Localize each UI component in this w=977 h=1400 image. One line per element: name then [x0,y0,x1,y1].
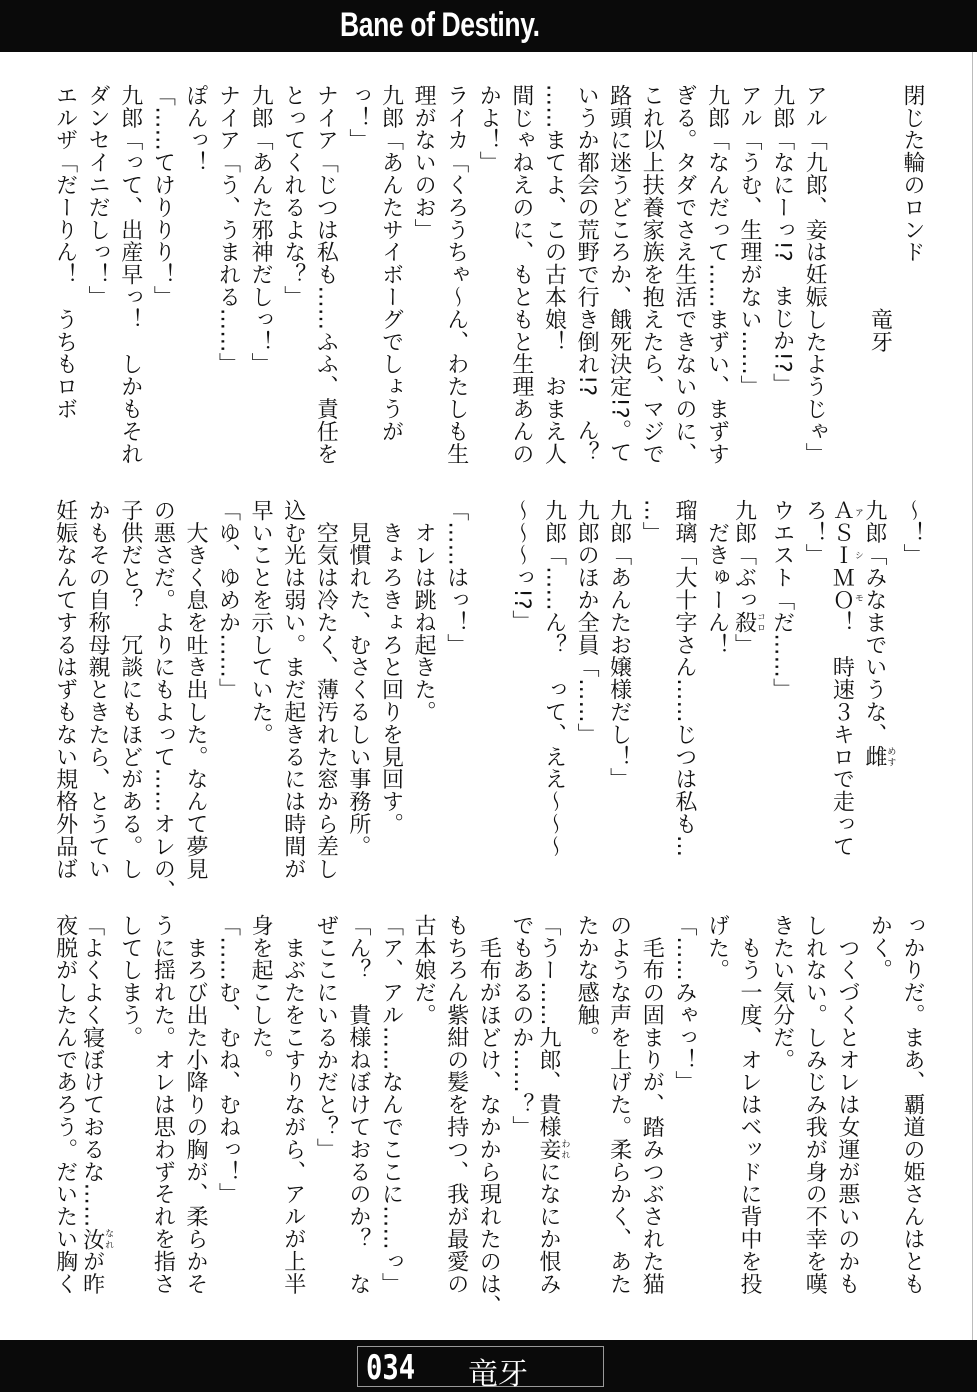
text-column [569,499,602,883]
text-column [211,84,244,468]
text-segment: ……まてよ、この古本娘！ おまえ人 [541,84,567,465]
text-segment: 理がないのお」 [411,84,437,241]
text-segment: ～～～っ!?」 [508,499,534,633]
text-segment: 九郎「……ん？ って、ええ～～～ [541,499,567,858]
text-column [374,84,407,468]
ruby-annotation [79,1227,114,1251]
text-segment: 」 [731,633,757,656]
text-column [374,914,407,1298]
text-segment: 路頭に迷うどころか、餓死決定!?。て [606,84,632,464]
text-column [439,499,472,883]
text-column [895,914,928,1298]
text-segment: ぽんっ！ [182,84,208,174]
text-column [667,499,700,883]
text-column [667,914,700,1298]
text-column [472,914,505,1318]
text-segment: が昨 [79,1250,105,1295]
ruby-reading: コロ [755,611,766,634]
text-column [81,499,114,883]
text-column [146,84,179,468]
text-column [211,499,244,883]
text-segment: かよ！」 [476,84,502,174]
text-segment: ろ！」 [802,499,828,567]
text-column [830,84,863,468]
text-column [113,84,146,468]
text-column [635,84,668,468]
text-column [309,499,342,883]
text-block-top [47,84,928,468]
text-column [178,914,211,1298]
header-bar [0,0,977,52]
text-column [569,84,602,468]
text-column [178,499,211,883]
text-segment: 子供だと？ 冗談にもほどがある。し [117,499,143,880]
text-column [504,84,537,468]
text-segment: 竜牙 [867,308,893,353]
text-segment: 毛布の固まりが、踏みつぶされた猫 [639,914,665,1295]
text-column [602,84,635,468]
text-column [569,914,602,1298]
ruby-reading: われ [559,1138,570,1161]
text-segment: 九郎「みなまでいうな、 [861,499,887,746]
story-author [863,84,896,468]
text-column [81,914,114,1298]
text-segment: まぶたをこすりながら、アルが上半 [280,914,306,1295]
text-segment: ！ 時速３キロで走って [829,611,855,858]
text-segment: 九郎「ぶっ [731,499,757,611]
text-column [732,499,765,883]
text-segment: まろび出た小降りの胸が、柔らかそ [182,914,208,1295]
text-segment: 「ア、アル……なんでここに……っ」 [378,914,404,1295]
ruby-base: 妾 [535,1138,561,1161]
text-segment: げた。 [704,914,730,982]
text-segment: のような声を上げた。柔らかく、あた [606,914,632,1295]
text-column [602,914,635,1298]
text-column [341,914,374,1298]
book-title: Bane of Destiny. [340,6,540,44]
text-column [732,914,765,1298]
text-column [341,499,374,883]
text-column [472,499,505,883]
text-segment: エルザ「だーりん！ うちもロボ [52,84,78,420]
text-column [407,499,440,883]
text-segment: 大きく息を吐き出した。なんて夢見 [182,499,208,880]
text-column [146,914,179,1298]
text-segment: 「……てけりりり！」 [150,84,176,308]
text-column [765,84,798,468]
text-segment: ぜここにいるかだと？」 [313,914,339,1161]
text-segment: かもその自称母親ときたら、とうてい [85,499,111,880]
text-column [537,499,570,883]
text-column [765,914,798,1298]
text-segment: だきゅーん！ [704,499,730,656]
ruby-annotation [861,745,896,768]
text-column [113,914,146,1298]
text-segment: 九郎「あんた邪神だしっ！」 [248,84,274,376]
ruby-annotation [731,611,766,634]
text-column [81,84,114,468]
text-segment: 「ん？ 貴様ねぼけておるのか？ な [345,914,371,1295]
text-column [374,499,407,883]
text-segment: 閉じた輪のロンド [900,84,925,264]
text-column [276,499,309,883]
text-column [602,499,635,883]
text-segment: 身を起こした。 [248,914,274,1071]
text-column [895,499,928,883]
text-segment: でもあるのか……？」 [508,914,534,1138]
text-segment: 「よくよく寝ぼけておるな…… [79,914,105,1228]
text-column [407,84,440,468]
text-segment: ナイア「じつは私も……ふふ、責任を [313,84,339,465]
text-column [439,84,472,468]
text-segment: 九郎「あんたサイボーグでしょうが [378,84,404,443]
text-segment: ウエスト「だ……」 [769,499,795,701]
text-column [439,914,472,1298]
text-column [667,84,700,468]
ruby-reading: なれ [103,1227,114,1250]
text-segment: きたい気分だ。 [769,914,795,1071]
text-column [765,499,798,883]
footer-author: 竜牙 [468,1357,528,1392]
text-column [178,84,211,468]
text-column [635,914,668,1298]
text-segment: 毛布がほどけ、なかから現れたのは、 [476,914,502,1318]
text-segment: とってくれるよな？」 [280,84,306,308]
ruby-base: 殺 [731,611,757,634]
text-column [863,499,896,883]
text-column [504,499,537,883]
text-segment: 「……みゃっ！」 [671,914,697,1094]
text-segment: 「うー……九郎、貴様 [535,914,561,1138]
text-column [244,499,277,883]
ruby-base: 雌 [861,745,887,768]
text-segment: 九郎「なんだって……まずい、まずす [704,84,730,465]
text-column [700,84,733,468]
text-column [276,914,309,1298]
text-segment: いうか都会の荒野で行き倒れ!? ん？ [574,84,600,464]
text-segment: アル「九郎、妾は妊娠したようじゃ」 [802,84,828,465]
text-block-middle [47,499,928,903]
text-segment: アル「うむ、生理がない……」 [737,84,763,398]
text-segment: きょろきょろと回りを見回す。 [378,499,404,835]
text-column [211,914,244,1298]
text-column [309,914,342,1298]
text-column [113,499,146,883]
text-column [537,84,570,468]
text-segment: してしまう。 [117,914,143,1049]
text-segment: つくづくとオレは女運が悪いのかも [834,914,860,1295]
text-segment: 込む光は弱い。まだ起きるには時間が [280,499,306,880]
text-segment: オレは跳ね起きた。 [411,499,437,723]
text-segment: うに揺れた。オレは思わずそれを指さ [150,914,176,1295]
text-segment: ～！」 [900,499,925,567]
text-column [244,914,277,1298]
ruby-reading: めす [885,745,896,768]
text-segment: っかりだ。まあ、覇道の姫さんはとも [900,914,925,1295]
text-column [798,84,831,468]
text-column [276,84,309,468]
text-column [732,84,765,468]
text-segment: っ！」 [345,84,371,152]
text-segment: しれない。しみじみ我が身の不幸を嘆 [802,914,828,1295]
ruby-reading: アシモ [852,499,863,611]
text-segment: 瑠璃「大十字さん……じつは私も… [671,499,697,858]
ruby-base: ＡＳＩＭＯ [829,499,855,611]
text-column [830,914,863,1298]
page-edge-line [972,52,973,1342]
text-column [407,914,440,1298]
text-segment: 見慣れた、むさくるしい事務所。 [345,499,371,858]
text-segment: ダンセイニだしっ！」 [85,84,111,308]
text-segment: ナイア「う、うまれる……」 [215,84,241,376]
text-segment: 早いことを示していた。 [248,499,274,746]
text-segment: もちろん紫紺の髪を持つ、我が最愛の [443,914,469,1295]
text-segment: になにか恨み [535,1160,561,1295]
text-column [700,914,733,1298]
ruby-annotation [535,1138,570,1161]
page-number: 034 [366,1348,416,1388]
text-segment: もう一度、オレはベッドに背中を投 [737,914,763,1295]
text-segment: 古本娘だ。 [411,914,437,1026]
text-segment: ぎる。タダでさえ生活できないのに、 [671,84,697,465]
text-column [48,499,81,883]
footer-bar [0,1340,977,1392]
text-segment: 九郎のほか全員「……」 [574,499,600,746]
text-segment: 「……はっ！」 [443,499,469,656]
text-column [472,84,505,468]
text-segment: 間じゃねえのに、もともと生理あんの [508,84,534,465]
text-segment: の悪さだ。よりにもよって……オレの、 [150,499,176,903]
text-segment: ライカ「くろうちゃ～ん、わたしも生 [443,84,469,465]
text-segment: これ以上扶養家族を抱えたら、マジで [639,84,665,465]
text-segment: 空気は冷たく、薄汚れた窓から差し [313,499,339,880]
text-column [309,84,342,468]
footer-label-box [357,1346,604,1392]
story-title [895,84,928,468]
text-segment: たかな感触。 [574,914,600,1049]
text-segment: …」 [639,499,665,544]
text-segment: 九郎「なにーっ!? まじか!?」 [769,84,795,396]
text-column [798,914,831,1298]
text-column [341,84,374,468]
text-segment: かく。 [867,914,893,982]
ruby-annotation [829,499,863,611]
text-segment: 九郎「って、出産早っ！ しかもそれ [117,84,143,465]
text-column [537,914,570,1298]
text-column [146,499,179,903]
text-column [48,84,81,468]
ruby-base: 汝 [79,1227,105,1251]
text-column [863,914,896,1298]
text-segment: 夜脱がしたんであろう。だいたい胸く [52,914,78,1295]
text-segment: 妊娠なんてするはずもない規格外品ば [52,499,78,880]
text-block-bottom [47,914,928,1318]
text-segment: 「ゆ、ゆめか……」 [215,499,241,701]
text-column [244,84,277,468]
text-column [635,499,668,883]
text-segment: 九郎「あんたお嬢様だし！」 [606,499,632,791]
text-segment: 「……む、むね、むねっ！」 [215,914,241,1206]
